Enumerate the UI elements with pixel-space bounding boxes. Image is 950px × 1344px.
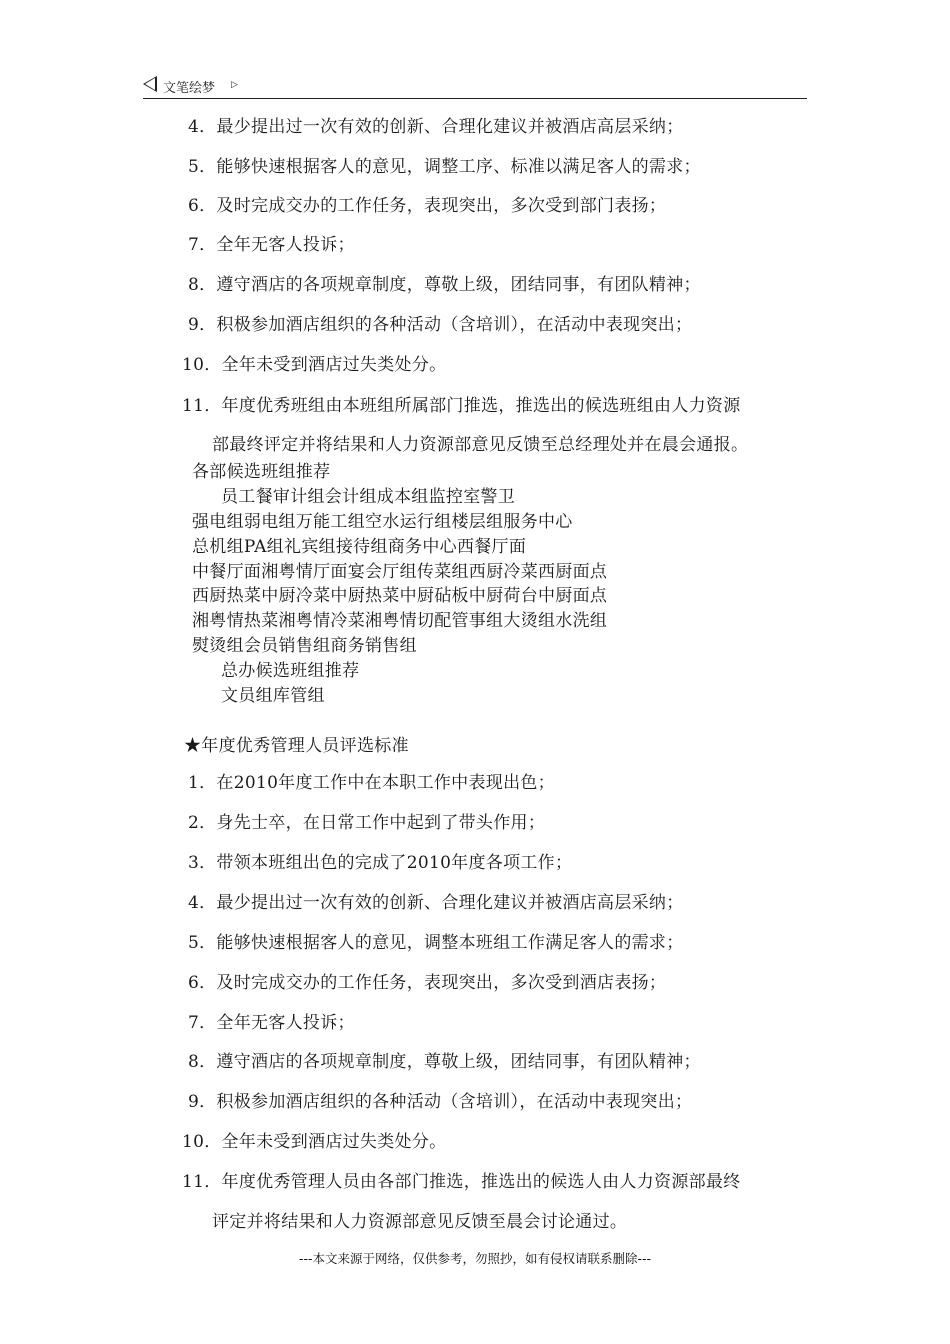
list-item: 9．积极参加酒店组织的各种活动（含培训），在活动中表现突出； <box>188 1092 693 1112</box>
candidates-heading: 各部候选班组推荐 <box>192 462 331 482</box>
list-item: 7．全年无客人投诉； <box>188 1013 355 1033</box>
list-item: 5．能够快速根据客人的意见，调整本班组工作满足客人的需求； <box>188 933 684 953</box>
candidates-line: 总机组PA组礼宾组接待组商务中心西餐厅面 <box>192 537 527 557</box>
list-item: 4．最少提出过一次有效的创新、合理化建议并被酒店高层采纳； <box>188 893 684 913</box>
candidates-line: 员工餐审计组会计组成本组监控室警卫 <box>221 487 516 507</box>
right-triangle-icon: ▷ <box>231 80 238 90</box>
list-item: 11．年度优秀班组由本班组所属部门推选，推选出的候选班组由人力资源 <box>182 396 741 416</box>
footer-disclaimer: ---本文来源于网络，仅供参考，勿照抄，如有侵权请联系删除--- <box>298 1251 652 1266</box>
section-title: ★年度优秀管理人员评选标准 <box>184 736 409 756</box>
list-item: 5．能够快速根据客人的意见，调整工序、标准以满足客人的需求； <box>188 157 701 177</box>
candidates-line: 强电组弱电组万能工组空水运行组楼层组服务中心 <box>192 512 573 532</box>
list-item: 9．积极参加酒店组织的各种活动（含培训），在活动中表现突出； <box>188 315 693 335</box>
list-item: 7．全年无客人投诉； <box>188 235 355 255</box>
left-triangle-icon <box>143 76 157 92</box>
list-item: 11．年度优秀管理人员由各部门推选，推选出的候选人由人力资源部最终 <box>182 1172 741 1192</box>
list-item: 10．全年未受到酒店过失类处分。 <box>182 1132 447 1152</box>
list-item: 1．在2010年度工作中在本职工作中表现出色； <box>188 773 555 793</box>
page-header <box>143 74 807 99</box>
list-item: 6．及时完成交办的工作任务，表现突出，多次受到部门表扬； <box>188 196 667 216</box>
list-item-continuation: 部最终评定并将结果和人力资源部意见反馈至总经理处并在晨会通报。 <box>212 435 749 455</box>
list-item: 4．最少提出过一次有效的创新、合理化建议并被酒店高层采纳； <box>188 117 684 137</box>
list-item: 10．全年未受到酒店过失类处分。 <box>182 355 447 375</box>
candidates-line: 熨烫组会员销售组商务销售组 <box>192 636 417 656</box>
candidates-line: 文员组库管组 <box>221 686 325 706</box>
list-item: 6．及时完成交办的工作任务，表现突出，多次受到酒店表扬； <box>188 973 667 993</box>
candidates-line: 湘粤情热菜湘粤情冷菜湘粤情切配管事组大烫组水洗组 <box>192 611 608 631</box>
candidates-line: 西厨热菜中厨冷菜中厨热菜中厨砧板中厨荷台中厨面点 <box>192 586 608 606</box>
list-item: 8．遵守酒店的各项规章制度，尊敬上级，团结同事，有团队精神； <box>188 1052 701 1072</box>
list-item-continuation: 评定并将结果和人力资源部意见反馈至晨会讨论通过。 <box>212 1212 628 1232</box>
list-item: 8．遵守酒店的各项规章制度，尊敬上级，团结同事，有团队精神； <box>188 275 701 295</box>
list-item: 3．带领本班组出色的完成了2010年度各项工作； <box>188 853 573 873</box>
header-title: 文笔绘梦 <box>163 81 216 96</box>
list-item: 2．身先士卒，在日常工作中起到了带头作用； <box>188 813 546 833</box>
candidates-line: 总办候选班组推荐 <box>221 661 360 681</box>
candidates-line: 中餐厅面湘粤情厅面宴会厅组传菜组西厨冷菜西厨面点 <box>192 562 608 582</box>
